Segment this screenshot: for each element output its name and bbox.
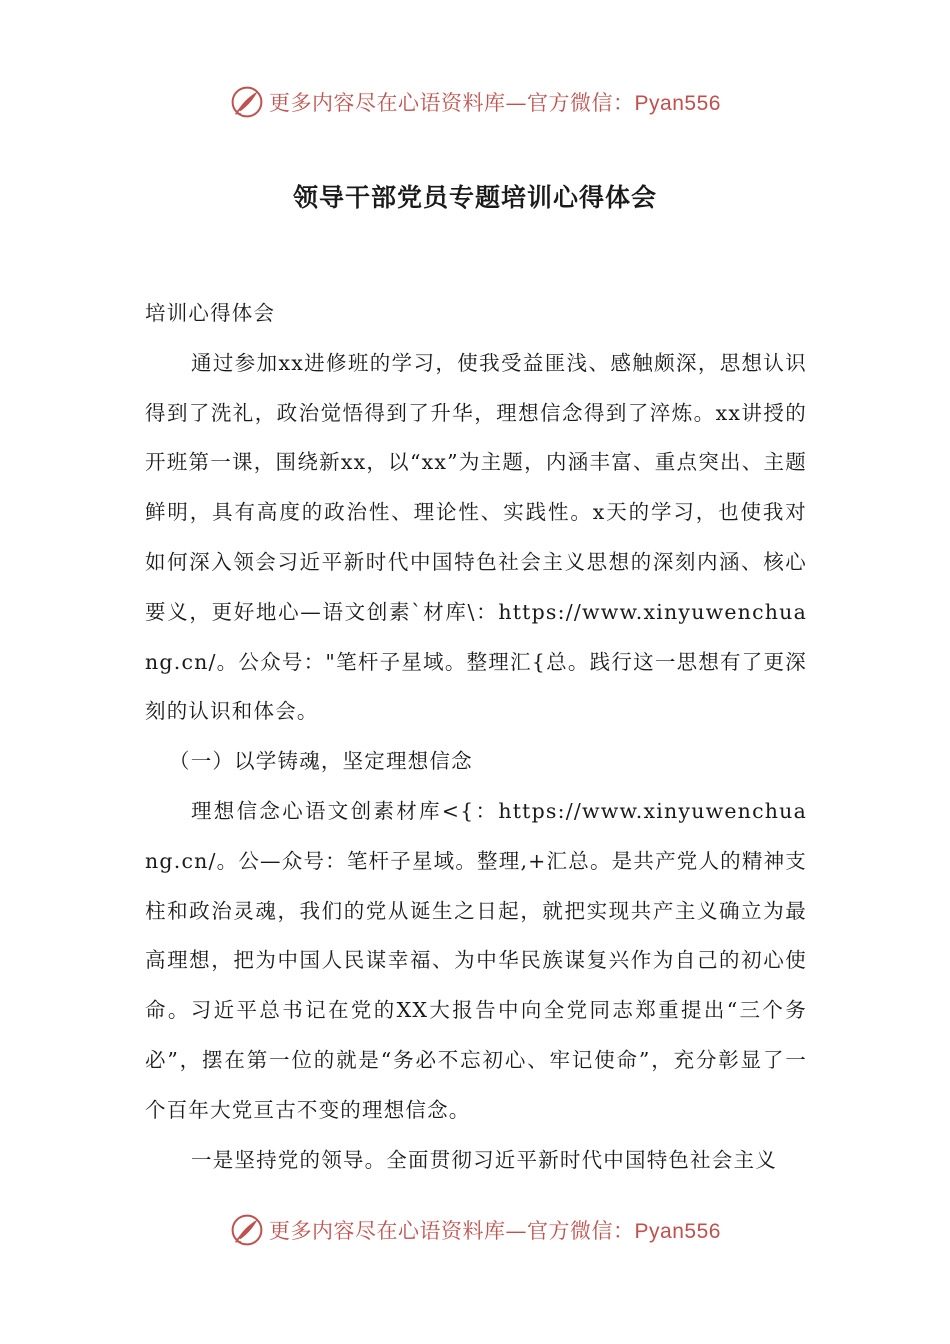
- banner-text: [269, 87, 721, 117]
- banner-text: [269, 1215, 721, 1245]
- banner-wechat-id: Pyan556: [634, 92, 721, 115]
- header-banner: [0, 82, 950, 122]
- banner-wechat-id: Pyan556: [634, 1220, 721, 1243]
- paragraph-subtitle: 培训心得体会: [145, 301, 276, 325]
- banner-text-cn: 更多内容尽在心语资料库—官方微信：: [269, 91, 635, 115]
- document-title: 领导干部党员专题培训心得体会: [292, 183, 657, 212]
- section-heading: （一）以学铸魂，坚定理想信念: [169, 749, 473, 774]
- paragraph-ideals: 理想信念心语文创素材库<{：https://www.xinyuwenchuang.cn/。公—众号：笔杆子星域。整理,+汇总。是共产党人的精神支柱和政治灵魂，我们的党从诞生之日起，就把实现共产主义确立为最高理想，把为中国人民谋幸福、为中华民族谋复兴作为自己的初心使命。习近平总书记在党的XX大报告中向全党同志郑重提出“三个务必”，摆在第一位的就是“务必不忘初心、牢记使命”，充分彰显了一个百年大党亘古不变的理想信念。: [145, 798, 807, 1122]
- paragraph-intro: 通过参加xx进修班的学习，使我受益匪浅、感触颇深，思想认识得到了洗礼，政治觉悟得到了升华，理想信念得到了淬炼。xx讲授的开班第一课，围绕新xx，以“xx”为主题，内涵丰富、重点突出、主题鲜明，具有高度的政治性、理论性、实践性。x天的学习，也使我对如何深入领会习近平新时代中国特色社会主义思想的深刻内涵、核心要义，更好地心—语文创素`材库\：https://www.xinyuwenchuang.cn/。公众号："笔杆子星域。整理汇{总。践行这一思想有了更深刻的认识和体会。: [145, 350, 807, 724]
- paragraph-party-leadership: 一是坚持党的领导。全面贯彻习近平新时代中国特色社会主义: [191, 1147, 777, 1172]
- document-body: [145, 289, 807, 1185]
- footer-banner: [0, 1210, 950, 1250]
- quill-logo-icon: [229, 84, 265, 120]
- quill-logo-icon: [229, 1212, 265, 1248]
- banner-text-cn: 更多内容尽在心语资料库—官方微信：: [269, 1219, 635, 1243]
